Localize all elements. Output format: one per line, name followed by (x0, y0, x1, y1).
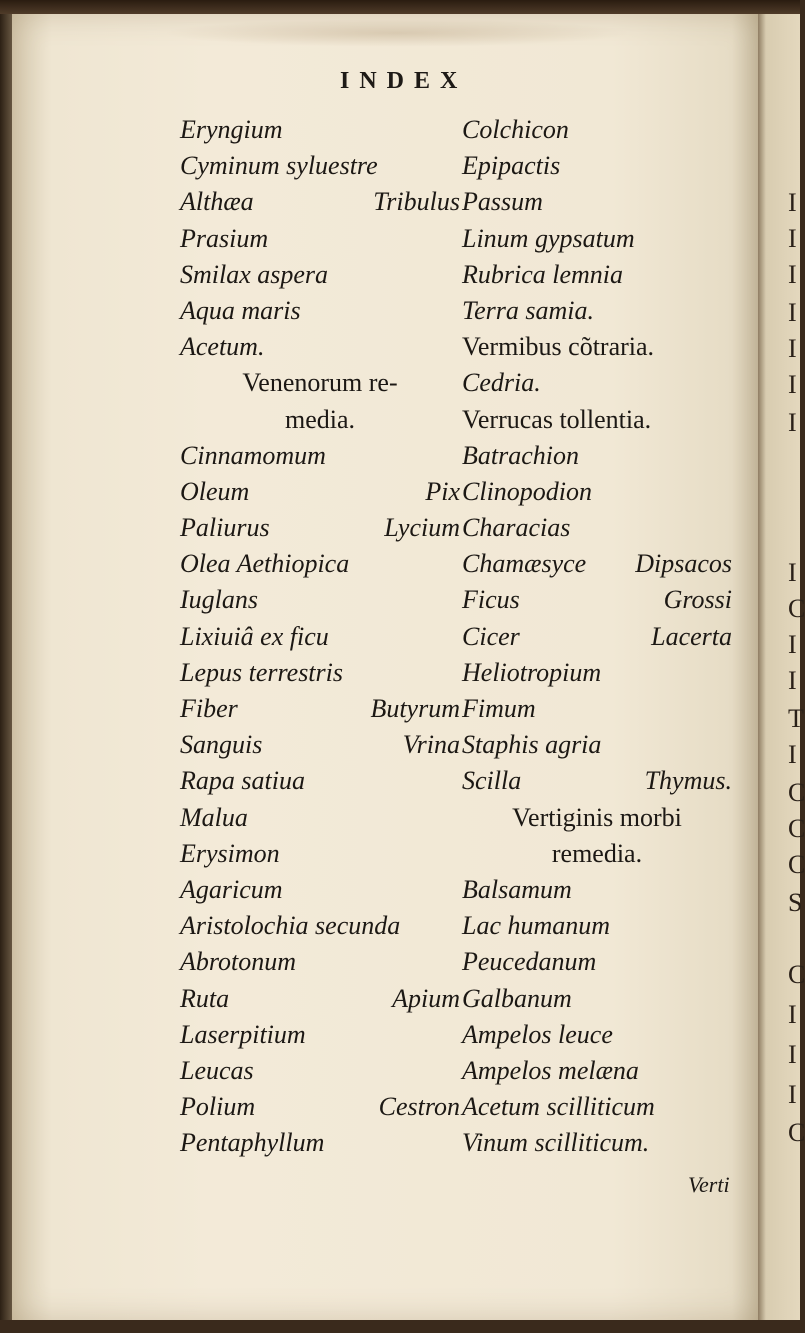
index-entry-term: Clinopodion (462, 476, 593, 506)
index-entry (462, 655, 732, 691)
index-entry (462, 257, 732, 293)
index-entry (180, 510, 460, 546)
facing-page-edge (758, 14, 805, 1320)
index-entry (462, 329, 732, 365)
index-entry-term: Aqua maris (180, 295, 301, 325)
index-entry (462, 221, 732, 257)
index-entry (462, 148, 732, 184)
facing-page-letter: I (788, 1040, 797, 1069)
index-entry (180, 1053, 460, 1089)
index-entry-term: Fimum (462, 694, 536, 723)
index-entry-term: Lac humanum (462, 911, 611, 941)
index-entry-side-term: Vrina (402, 730, 460, 760)
index-entry (180, 582, 460, 618)
index-entry-term: Staphis agria (462, 730, 602, 760)
facing-page-letter: I (788, 1080, 797, 1109)
facing-page-letter: I (788, 260, 797, 289)
index-entry-term: Cyminum syluestre (180, 151, 378, 181)
facing-page-letter: C (788, 1118, 805, 1147)
index-entry (462, 800, 732, 836)
index-entry (180, 474, 460, 510)
index-entry-term: Ampelos melæna (462, 1055, 639, 1085)
index-entry (180, 546, 460, 582)
facing-page-letter: C (788, 814, 805, 843)
index-entry-term: Laserpitium (180, 1019, 306, 1049)
index-entry (462, 619, 732, 655)
index-entry (180, 402, 460, 438)
index-entry (180, 257, 460, 293)
index-entry-term: Agaricum (180, 874, 283, 904)
index-entry (462, 582, 732, 618)
index-entry-term: Cinnamomum (180, 440, 326, 470)
index-entry-term: Lepus terrestris (180, 657, 343, 687)
index-entry-term: Aristolochia secunda (180, 911, 401, 941)
index-entry-side-term: Lycium (384, 513, 460, 543)
index-entry-term: Characias (462, 513, 571, 543)
index-entry-term: Abrotonum (180, 947, 297, 977)
index-entry (180, 329, 460, 365)
index-entry-term: Galbanum (462, 983, 572, 1013)
index-entry-side-term: Thymus. (644, 766, 732, 796)
index-entry-term: Heliotropium (462, 657, 602, 687)
index-entry (462, 981, 732, 1017)
facing-page-letter: I (788, 298, 797, 327)
facing-page-letter: I (788, 558, 797, 587)
index-entry-term: Erysimon (180, 838, 280, 868)
index-column-right (462, 112, 732, 1161)
index-entry (462, 908, 732, 944)
index-entry-term: Chamæsyce (462, 549, 587, 579)
index-entry-term: Cicer (462, 621, 520, 651)
index-entry (462, 1089, 732, 1125)
index-entry-term: Ficus (462, 585, 520, 615)
index-entry (180, 112, 460, 148)
facing-page-letter: I (788, 630, 797, 659)
index-entry (462, 438, 732, 474)
index-entry-side-term: Apium (392, 983, 460, 1013)
index-entry-term: media. (284, 404, 356, 434)
index-entry (462, 836, 732, 872)
index-entry (180, 1017, 460, 1053)
index-entry-term: Acetum. (180, 332, 265, 362)
index-entry-term: Linum gypsatum (462, 223, 635, 253)
index-entry-term: Terra samia. (462, 295, 594, 325)
index-entry (462, 872, 732, 908)
facing-page-letter: T (788, 704, 804, 733)
index-entry (462, 727, 732, 763)
facing-page-letter: I (788, 408, 797, 437)
facing-page-letter: I (788, 334, 797, 363)
index-entry (180, 800, 460, 836)
facing-page-letter: I (788, 224, 797, 253)
index-entry-side-term: Butyrum (370, 694, 460, 723)
index-column-left (180, 112, 460, 1161)
index-entry-term: Iuglans (180, 585, 258, 615)
index-entry (180, 836, 460, 872)
index-entry-term: Ruta (180, 983, 230, 1013)
index-entry-term: Prasium (180, 223, 269, 253)
index-entry-term: Fiber (180, 694, 238, 723)
index-entry-term: Eryngium (180, 115, 283, 144)
index-entry-term: Polium (180, 1092, 256, 1122)
index-entry-term: Acetum scilliticum (462, 1092, 655, 1122)
index-entry (462, 402, 732, 438)
index-entry (462, 691, 732, 727)
facing-page-letter: I (788, 188, 797, 217)
index-entry (462, 474, 732, 510)
index-entry-side-term: Pix (425, 476, 460, 506)
index-entry-term: Paliurus (180, 513, 270, 543)
index-entry (462, 293, 732, 329)
index-entry-side-term: Lacerta (651, 621, 732, 651)
index-entry (462, 763, 732, 799)
facing-page-letter: S (788, 888, 803, 917)
facing-page-letter: I (788, 370, 797, 399)
index-entry-term: remedia. (551, 838, 643, 868)
index-entry (180, 438, 460, 474)
facing-page-letter: I (788, 1000, 797, 1029)
facing-page-letter: C (788, 960, 805, 989)
index-entry (180, 691, 460, 727)
index-entry (180, 944, 460, 980)
index-entry (180, 981, 460, 1017)
index-entry (462, 1053, 732, 1089)
index-entry-term: Smilax aspera (180, 259, 329, 289)
index-entry (462, 944, 732, 980)
index-entry-side-term: Tribulus (373, 187, 460, 217)
index-entry-term: Verrucas tollentia. (462, 404, 652, 434)
index-entry-term: Lixiuiâ ex ficu (180, 621, 329, 651)
index-entry-term: Vertiginis morbi (512, 802, 682, 832)
index-entry-side-term: Dipsacos (635, 549, 732, 579)
index-entry (180, 727, 460, 763)
index-entry-term: Balsamum (462, 874, 572, 904)
facing-page-letter: C (788, 778, 805, 807)
index-entry (180, 872, 460, 908)
index-entry (180, 619, 460, 655)
index-entry-term: Cedria. (462, 368, 541, 398)
index-entry-term: Batrachion (462, 440, 579, 470)
index-entry (180, 655, 460, 691)
index-entry-side-term: Grossi (663, 585, 732, 615)
index-entry-term: Oleum (180, 476, 250, 506)
facing-page-letter: C (788, 594, 805, 623)
index-entry-term: Venenorum re- (242, 368, 398, 398)
index-entry-term: Malua (180, 802, 248, 832)
index-entry-side-term: Cestron (378, 1092, 460, 1122)
index-entry-term: Pentaphyllum (180, 1128, 325, 1158)
index-entry-term: Colchicon (462, 115, 569, 144)
index-entry-term: Althæa (180, 187, 254, 217)
index-entry-term: Olea Aethiopica (180, 549, 350, 579)
index-entry (180, 148, 460, 184)
facing-page-letter: I (788, 740, 797, 769)
index-entry (180, 365, 460, 401)
catchword: Verti (688, 1172, 730, 1197)
index-entry (462, 112, 732, 148)
index-entry (462, 1017, 732, 1053)
index-entry (180, 908, 460, 944)
index-entry-term: Sanguis (180, 730, 263, 760)
index-entry-term: Rubrica lemnia (462, 259, 624, 289)
index-entry (462, 546, 732, 582)
index-entry (180, 1089, 460, 1125)
index-entry (180, 1125, 460, 1161)
facing-page-letter: I (788, 666, 797, 695)
index-entry-term: Passum (462, 187, 543, 217)
index-entry-term: Scilla (462, 766, 522, 796)
index-entry (462, 510, 732, 546)
index-entry (462, 1125, 732, 1161)
index-entry-term: Epipactis (462, 151, 561, 181)
index-entry-term: Vermibus cõtraria. (462, 332, 655, 362)
index-entry (180, 184, 460, 220)
index-entry (180, 763, 460, 799)
index-entry-term: Rapa satiua (180, 766, 305, 796)
running-head: INDEX (340, 68, 468, 94)
index-entry (462, 184, 732, 220)
index-entry (180, 221, 460, 257)
index-entry-term: Peucedanum (462, 947, 597, 977)
facing-page-letter: C (788, 850, 805, 879)
index-entry-term: Leucas (180, 1055, 254, 1085)
index-entry-term: Ampelos leuce (462, 1019, 613, 1049)
index-entry (462, 365, 732, 401)
index-entry (180, 293, 460, 329)
index-entry-term: Vinum scilliticum. (462, 1128, 650, 1158)
